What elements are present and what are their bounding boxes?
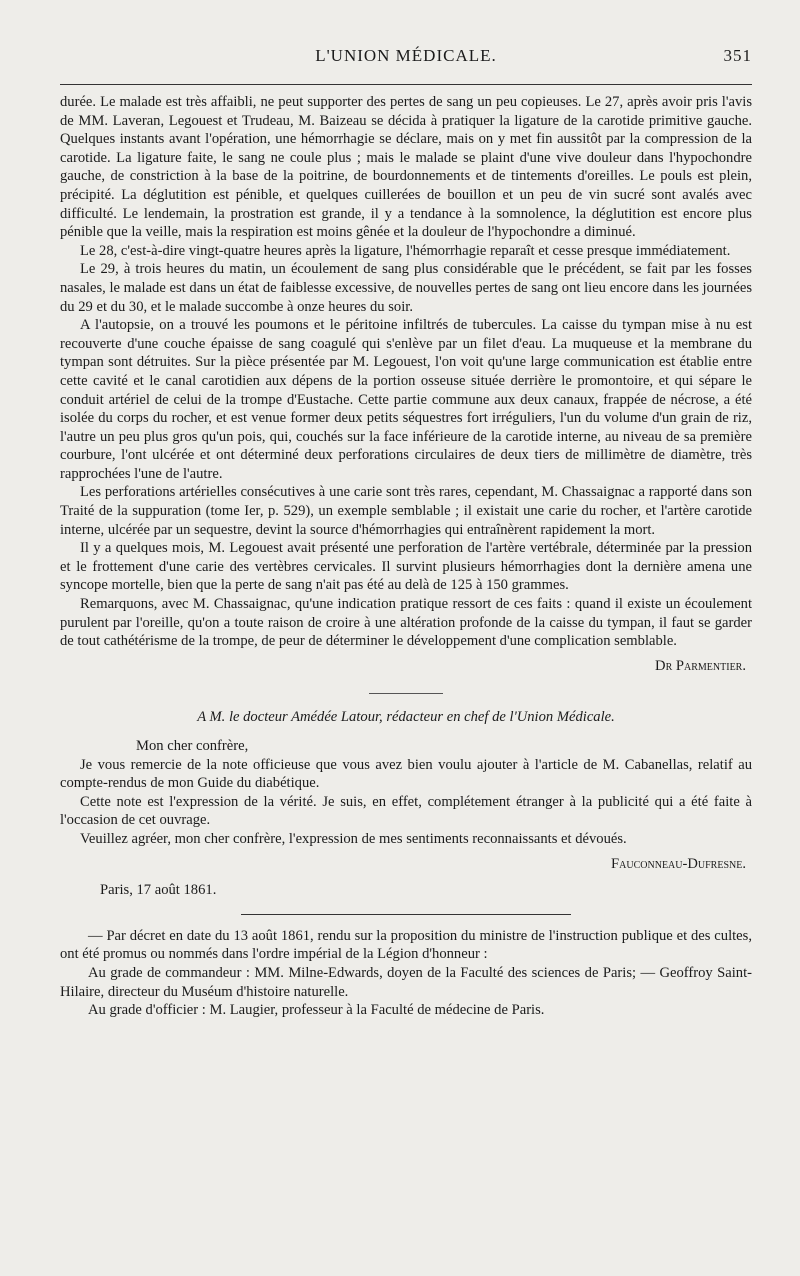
page-number: 351 bbox=[723, 46, 752, 65]
letter-dateline: Paris, 17 août 1861. bbox=[100, 882, 217, 899]
article-body bbox=[60, 93, 752, 1020]
letter-paragraph: Veuillez agréer, mon cher confrère, l'expression de mes sentiments reconnaissants et dévoués. bbox=[80, 830, 627, 847]
paragraph: Le 29, à trois heures du matin, un écoulement de sang plus considérable que le précédent, se fait par les fosses nasales, le malade est dans un état de faiblesse excessive, de nouvelles pertes de sang ont lieu encore dans les journées du 29 et du 30, et le malade succombe à onze heures du soir. bbox=[60, 261, 752, 315]
decree-officier: Au grade d'officier : M. Laugier, professeur à la Faculté de médecine de Paris. bbox=[88, 1002, 545, 1019]
paragraph: A l'autopsie, on a trouvé les poumons et le péritoine infiltrés de tubercules. La caisse du tympan mise à nu est recouverte d'une couche épaisse de sang coagulé qui s'enlève par un filet d'eau. La muqueuse et la membrane du tympan sont détruites. Sur la pièce présentée par M. Legouest, l'on voit qu'une large communication est établie entre cette cavité et le canal carotidien aux dépens de la portion osseuse située derrière le promontoire, et qui sépare le conduit artériel de celui de la trompe d'Eustache. Cette partie commune aux deux canaux, frappée de nécrose, a été isolée du corps du rocher, et est venue former deux petits séquestres fort irréguliers, l'un du volume d'un grain de riz, l'autre un peu plus gros qu'un pois, qui, couchés sur la face inférieure de la carotide interne, au niveau de sa première courbure, l'ont ulcérée et ont déterminé deux perforations circulaires de deux tiers de millimètre de diamètre, très rapprochées l'une de l'autre. bbox=[60, 317, 752, 482]
decree-section bbox=[60, 927, 752, 1020]
letter-address: A M. le docteur Amédée Latour, rédacteur en chef de l'Union Médicale. bbox=[197, 709, 615, 726]
paragraph: Le 28, c'est-à-dire vingt-quatre heures après la ligature, l'hémorrhagie reparaît et cesse presque immédiatement. bbox=[80, 242, 731, 259]
letter-salutation: Mon cher confrère, bbox=[136, 738, 249, 754]
paragraph: Remarquons, avec M. Chassaignac, qu'une indication pratique ressort de ces faits : quand il existe un écoulement purulent par l'oreille, qu'on a toute raison de croire à une altération profonde de la caisse du tympan, il faut se garder de tout cathétérisme de la trompe, de peur de déterminer le développement d'une complication semblable. bbox=[60, 596, 752, 650]
journal-title: L'UNION MÉDICALE. bbox=[315, 46, 497, 65]
decree-intro: — Par décret en date du 13 août 1861, rendu sur la proposition du ministre de l'instruction publique et des cultes, ont été promus ou nommés dans l'ordre impérial de la Légion d'honneur : bbox=[60, 927, 752, 963]
paragraph: durée. Le malade est très affaibli, ne peut supporter des pertes de sang un peu copieuses. Le 27, après avoir pris l'avis de MM. Laveran, Legouest et Trudeau, M. Baizeau se décida à pratiquer la ligature de la carotide primitive gauche. Quelques instants avant l'opération, une hémorrhagie se déclare, mais on y met fin aussitôt par la compression de la carotide. La ligature faite, le sang ne coule plus ; mais le malade se plaint d'une vive douleur dans l'hypochondre gauche, de constriction à la base de la poitrine, de bourdonnements et de tintements d'oreilles. Le pouls est plein, précipité. La déglutition est pénible, et quelques cuillerées de bouillon et un peu de vin sucré sont avalés avec difficulté. Le lendemain, la prostration est grande, il y a tendance à la somnolence, la déglutition est encore plus pénible que la veille, mais la respiration est moins gênée et la douleur de l'hypochondre a diminué. bbox=[60, 94, 752, 241]
section-divider bbox=[241, 914, 571, 915]
letter-signature: Fauconneau-Dufresne. bbox=[611, 855, 746, 872]
letter-paragraph: Je vous remercie de la note officieuse que vous avez bien voulu ajouter à l'article de M. Cabanellas, relatif au compte-rendus de mon Guide du diabétique. bbox=[60, 756, 752, 792]
running-head bbox=[60, 46, 752, 76]
paragraph: Il y a quelques mois, M. Legouest avait présenté une perforation de l'artère vertébrale, déterminée par la pression et le frottement d'une carie des vertèbres cervicales. Il survint plusieurs hémorrhagies dont la dernière amena une syncope mortelle, bien que la perte de sang n'ait pas été au delà de 125 à 150 grammes. bbox=[60, 540, 752, 594]
author-signature: Dr Parmentier. bbox=[655, 657, 746, 674]
header-rule bbox=[60, 84, 752, 85]
decree-commandeur: Au grade de commandeur : MM. Milne-Edwards, doyen de la Faculté des sciences de Paris; — Geoffroy Saint-Hilaire, directeur du Muséum d'histoire naturelle. bbox=[60, 964, 752, 1000]
section-divider bbox=[369, 693, 443, 694]
paragraph: Les perforations artérielles consécutives à une carie sont très rares, cependant, M. Chassaignac a rapporté dans son Traité de la suppuration (tome Ier, p. 529), un exemple semblable ; il existait une carie du rocher, et l'artère carotide interne, ulcérée par un sequestre, devint la source d'hémorrhagies qui entraînèrent rapidement la mort. bbox=[60, 484, 752, 538]
letter-paragraph: Cette note est l'expression de la vérité. Je suis, en effet, complétement étranger à la publicité qui a été faite à l'occasion de cet ouvrage. bbox=[60, 793, 752, 829]
